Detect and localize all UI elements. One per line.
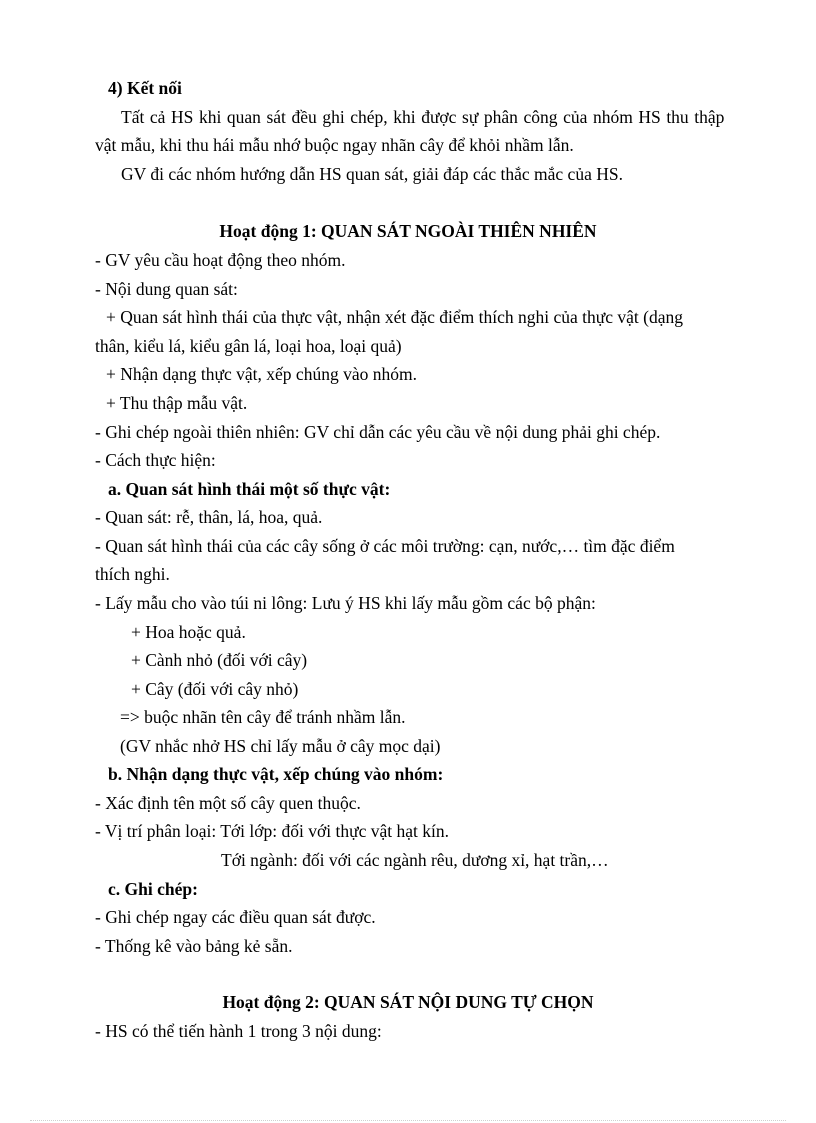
list-item: + Cành nhỏ (đối với cây)	[131, 650, 308, 670]
activity2-title: Hoạt động 2: QUAN SÁT NỘI DUNG TỰ CHỌN	[222, 992, 594, 1012]
page-footer-divider	[30, 1120, 786, 1121]
list-item: - Xác định tên một số cây quen thuộc.	[95, 793, 361, 813]
paragraph-line: vật mẫu, khi thu hái mẫu nhớ buộc ngay nhãn cây để khỏi nhầm lẫn.	[95, 135, 574, 155]
activity1-title: Hoạt động 1: QUAN SÁT NGOÀI THIÊN NHIÊN	[219, 221, 597, 241]
list-item: + Nhận dạng thực vật, xếp chúng vào nhóm.	[106, 364, 417, 384]
list-item: - Lấy mẫu cho vào túi ni lông: Lưu ý HS khi lấy mẫu gồm các bộ phận:	[95, 593, 596, 613]
list-item: + Quan sát hình thái của thực vật, nhận xét đặc điểm thích nghi của thực vật (dạng	[106, 307, 683, 327]
list-item: Tới ngành: đối với các ngành rêu, dương xỉ, hạt trần,…	[221, 850, 609, 870]
list-item: - Nội dung quan sát:	[95, 279, 238, 299]
list-item: - HS có thể tiến hành 1 trong 3 nội dung:	[95, 1021, 382, 1041]
list-item: - GV yêu cầu hoạt động theo nhóm.	[95, 250, 346, 270]
list-item: - Quan sát hình thái của các cây sống ở các môi trường: cạn, nước,… tìm đặc điểm	[95, 536, 675, 556]
subheading-b: b. Nhận dạng thực vật, xếp chúng vào nhóm:	[108, 764, 444, 784]
list-item: => buộc nhãn tên cây để tránh nhầm lẫn.	[120, 707, 406, 727]
list-item: - Ghi chép ngoài thiên nhiên: GV chỉ dẫn các yêu cầu về nội dung phải ghi chép.	[95, 422, 661, 442]
list-item: + Hoa hoặc quả.	[131, 622, 246, 642]
list-item: thân, kiểu lá, kiểu gân lá, loại hoa, loại quả)	[95, 336, 402, 356]
section-heading: 4) Kết nối	[108, 78, 182, 98]
list-item: - Quan sát: rễ, thân, lá, hoa, quả.	[95, 507, 323, 527]
subheading-c: c. Ghi chép:	[108, 879, 198, 899]
list-item: - Vị trí phân loại: Tới lớp: đối với thực vật hạt kín.	[95, 821, 449, 841]
paragraph-line: GV đi các nhóm hướng dẫn HS quan sát, giải đáp các thắc mắc của HS.	[121, 164, 623, 184]
list-item: - Ghi chép ngay các điều quan sát được.	[95, 907, 376, 927]
list-item: (GV nhắc nhở HS chỉ lấy mẫu ở cây mọc dại)	[120, 736, 441, 756]
paragraph-line: Tất cả HS khi quan sát đều ghi chép, khi được sự phân công của nhóm HS thu thập	[121, 107, 725, 127]
list-item: + Cây (đối với cây nhỏ)	[131, 679, 299, 699]
list-item: - Thống kê vào bảng kẻ sẵn.	[95, 936, 293, 956]
list-item: - Cách thực hiện:	[95, 450, 216, 470]
list-item: + Thu thập mẫu vật.	[106, 393, 248, 413]
subheading-a: a. Quan sát hình thái một số thực vật:	[108, 479, 391, 499]
list-item: thích nghi.	[95, 564, 170, 584]
